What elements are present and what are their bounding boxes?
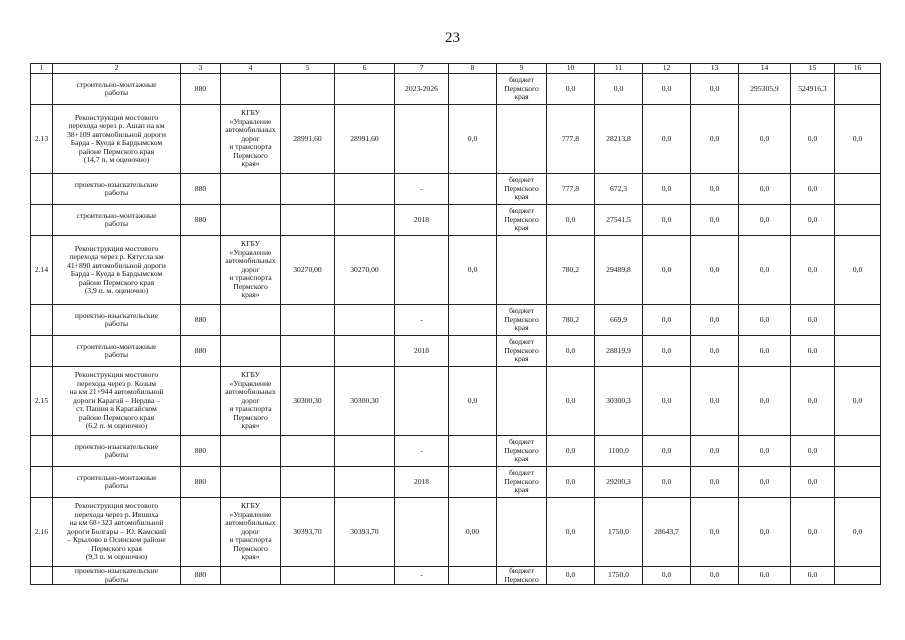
table-cell	[497, 498, 547, 567]
table-cell: 30270,00	[335, 236, 395, 305]
table-cell	[31, 174, 53, 205]
table-cell: КГБУ «Управление автомобильных дорог и транспорта Пермского края»	[221, 498, 281, 567]
table-cell: -	[395, 305, 449, 336]
table-cell	[449, 305, 497, 336]
table-cell: 0,0	[835, 105, 881, 174]
table-cell	[31, 74, 53, 105]
table-cell: 28213,8	[595, 105, 643, 174]
table-cell: 0,0	[547, 498, 595, 567]
table-cell: 2018	[395, 336, 449, 367]
col-header: 9	[497, 64, 547, 74]
table-cell: 672,3	[595, 174, 643, 205]
table-cell: 2.14	[31, 236, 53, 305]
table-cell	[181, 236, 221, 305]
table-cell: 0,0	[643, 436, 691, 467]
table-cell	[221, 174, 281, 205]
table-cell	[281, 336, 335, 367]
table-cell: 0,0	[643, 236, 691, 305]
table-cell	[835, 467, 881, 498]
table-cell: -	[395, 567, 449, 585]
table-row-subitem	[31, 74, 881, 105]
table-cell: 27541,5	[595, 205, 643, 236]
table-cell: 0,0	[791, 498, 835, 567]
table-cell: бюджет Пермского края	[497, 467, 547, 498]
table-cell	[31, 305, 53, 336]
table-cell: 0,0	[691, 436, 739, 467]
col-header: 16	[835, 64, 881, 74]
table-cell: 0,0	[691, 74, 739, 105]
table-cell: КГБУ «Управление автомобильных дорог и транспорта Пермского края»	[221, 105, 281, 174]
table-cell: 28819,9	[595, 336, 643, 367]
col-header: 5	[281, 64, 335, 74]
table-cell	[395, 236, 449, 305]
table-cell: 0,0	[643, 174, 691, 205]
table-cell: 524916,3	[791, 74, 835, 105]
table-cell: 0,0	[739, 467, 791, 498]
table-cell: 0,0	[835, 367, 881, 436]
table-cell	[335, 467, 395, 498]
table-cell	[395, 105, 449, 174]
table-cell: 0,0	[691, 205, 739, 236]
table-cell	[221, 74, 281, 105]
table-cell: 0,0	[791, 105, 835, 174]
table-row-object	[31, 498, 881, 567]
table-cell: 0,0	[739, 174, 791, 205]
col-header: 14	[739, 64, 791, 74]
table-row-subitem	[31, 205, 881, 236]
table-cell: строительно-монтажные работы	[53, 74, 181, 105]
table-cell: 880	[181, 174, 221, 205]
table-row-subitem	[31, 174, 881, 205]
table-cell: 0,0	[739, 305, 791, 336]
table-cell: -	[395, 436, 449, 467]
table-cell: 29489,8	[595, 236, 643, 305]
table-cell	[335, 436, 395, 467]
table-cell: бюджет Пермского края	[497, 205, 547, 236]
col-header: 3	[181, 64, 221, 74]
table-cell	[335, 336, 395, 367]
table-cell: 0,0	[691, 105, 739, 174]
col-header: 15	[791, 64, 835, 74]
table-cell	[31, 467, 53, 498]
table-row-subitem	[31, 305, 881, 336]
table-cell: 2.15	[31, 367, 53, 436]
table-cell: 28991,60	[281, 105, 335, 174]
table-cell: 0,0	[739, 205, 791, 236]
table-cell	[449, 467, 497, 498]
table-cell: 0,0	[449, 367, 497, 436]
table-cell: 0,0	[835, 236, 881, 305]
table-cell: 0,0	[791, 305, 835, 336]
table-cell: 0,0	[547, 467, 595, 498]
col-header: 10	[547, 64, 595, 74]
table-cell: бюджет Пермского края	[497, 436, 547, 467]
table-cell	[335, 567, 395, 585]
table-cell	[281, 305, 335, 336]
table-cell: 880	[181, 205, 221, 236]
table-cell	[395, 367, 449, 436]
table-cell: 0,0	[791, 467, 835, 498]
table-cell: 0,0	[691, 498, 739, 567]
table-cell: 0,0	[691, 236, 739, 305]
table-cell: 1100,0	[595, 436, 643, 467]
table-cell: 0,0	[791, 367, 835, 436]
table-cell	[281, 174, 335, 205]
table-cell: 1750,0	[595, 498, 643, 567]
table-cell: Реконструкция мостового перехода через р. Кятусла км 41+890 автомобильной дороги Барда - Куеда в Бардымском районе Пермского края (3,9 п. м. оценочно)	[53, 236, 181, 305]
table-cell: 2.13	[31, 105, 53, 174]
table-row-subitem	[31, 467, 881, 498]
table-cell: строительно-монтажные работы	[53, 467, 181, 498]
table-cell: бюджет Пермского	[497, 567, 547, 585]
table-cell	[835, 336, 881, 367]
table-cell: КГБУ «Управление автомобильных дорог и транспорта Пермского края»	[221, 236, 281, 305]
table-cell: 0,0	[691, 174, 739, 205]
col-header: 12	[643, 64, 691, 74]
table-cell: 780,2	[547, 236, 595, 305]
table-cell	[335, 74, 395, 105]
table-cell: 0,0	[643, 205, 691, 236]
table-cell	[449, 336, 497, 367]
table-row-subitem	[31, 436, 881, 467]
table-cell: проектно-изыскательские работы	[53, 305, 181, 336]
table-cell: 0,0	[547, 336, 595, 367]
table-cell	[281, 567, 335, 585]
table-row-object	[31, 105, 881, 174]
table-cell: 1750,0	[595, 567, 643, 585]
table-cell: 0,0	[791, 436, 835, 467]
table-cell: 0,0	[791, 174, 835, 205]
table-cell	[31, 436, 53, 467]
table-cell: проектно-изыскательские работы	[53, 436, 181, 467]
table-cell: 0,0	[739, 236, 791, 305]
table-cell: 30300,3	[595, 367, 643, 436]
table-cell: 0,0	[595, 74, 643, 105]
table-cell	[835, 305, 881, 336]
table-cell: 0,0	[791, 336, 835, 367]
table-cell	[835, 436, 881, 467]
table-cell: 780,2	[547, 305, 595, 336]
col-header: 8	[449, 64, 497, 74]
table-cell: 30300,30	[335, 367, 395, 436]
table-cell: 0,0	[739, 498, 791, 567]
table-cell: 0,0	[643, 567, 691, 585]
col-header: 11	[595, 64, 643, 74]
table-cell: 0,0	[691, 467, 739, 498]
col-header: 2	[53, 64, 181, 74]
table-cell	[31, 567, 53, 585]
table-cell: бюджет Пермского края	[497, 174, 547, 205]
table-cell: 0,0	[547, 567, 595, 585]
table-cell	[181, 498, 221, 567]
table-cell: 0,0	[691, 367, 739, 436]
table-cell	[221, 205, 281, 236]
table-cell: 880	[181, 305, 221, 336]
table-cell: 777,8	[547, 174, 595, 205]
col-header: 7	[395, 64, 449, 74]
table-cell	[449, 74, 497, 105]
table-cell	[395, 498, 449, 567]
table-cell: 0,0	[791, 567, 835, 585]
table-cell: 0,0	[835, 498, 881, 567]
table-cell: КГБУ «Управление автомобильных дорог и транспорта Пермского края»	[221, 367, 281, 436]
table-cell: 0,0	[547, 436, 595, 467]
table-cell: 880	[181, 436, 221, 467]
table-cell	[835, 74, 881, 105]
col-header: 4	[221, 64, 281, 74]
table-body	[31, 64, 881, 585]
table-cell: 2023-2026	[395, 74, 449, 105]
table-cell: 30300,30	[281, 367, 335, 436]
table-cell: 0,0	[643, 105, 691, 174]
table-cell	[31, 205, 53, 236]
table-cell: бюджет Пермского края	[497, 305, 547, 336]
table-row-object	[31, 236, 881, 305]
table-cell: 0,0	[691, 567, 739, 585]
table-cell: 880	[181, 336, 221, 367]
table-cell: бюджет Пермского края	[497, 336, 547, 367]
table-cell	[835, 174, 881, 205]
table-cell	[181, 367, 221, 436]
table-cell	[335, 205, 395, 236]
table-cell	[497, 236, 547, 305]
table-cell	[449, 436, 497, 467]
table-cell: 0,00	[449, 498, 497, 567]
table-cell: 0,0	[547, 205, 595, 236]
table-cell: 29200,3	[595, 467, 643, 498]
table-cell	[221, 336, 281, 367]
table-cell: проектно-изыскательские работы	[53, 567, 181, 585]
table-cell: строительно-монтажные работы	[53, 205, 181, 236]
table-cell	[281, 467, 335, 498]
table-cell: 880	[181, 567, 221, 585]
table-cell: 0,0	[791, 205, 835, 236]
table-cell: 30393,70	[281, 498, 335, 567]
table-cell: 0,0	[449, 236, 497, 305]
table-cell: 880	[181, 74, 221, 105]
table-cell: 669,9	[595, 305, 643, 336]
table-cell: 0,0	[449, 105, 497, 174]
table-cell: 0,0	[547, 74, 595, 105]
col-header: 6	[335, 64, 395, 74]
table-cell	[449, 174, 497, 205]
table-cell	[281, 205, 335, 236]
table-cell: 0,0	[643, 467, 691, 498]
table-row-subitem	[31, 567, 881, 585]
table-cell: бюджет Пермского края	[497, 74, 547, 105]
table-cell	[221, 467, 281, 498]
table-cell: 0,0	[791, 236, 835, 305]
table-cell: 0,0	[643, 367, 691, 436]
table-cell: 0,0	[691, 336, 739, 367]
page-number: 23	[445, 30, 460, 46]
table-cell: 0,0	[643, 336, 691, 367]
table-cell: 0,0	[547, 367, 595, 436]
col-header: 13	[691, 64, 739, 74]
table-cell: строительно-монтажные работы	[53, 336, 181, 367]
table-cell: 0,0	[739, 436, 791, 467]
table-cell: 0,0	[739, 336, 791, 367]
table-cell: 0,0	[739, 567, 791, 585]
program-table	[30, 63, 881, 585]
table-cell	[497, 105, 547, 174]
table-cell: Реконструкция мостового перехода через р. Ашап на км 38+109 автомобильной дороги Барда - Куеда в Бардымском районе Пермского края (14,7 п. м оценочно)	[53, 105, 181, 174]
table-cell: 30270,00	[281, 236, 335, 305]
table-cell: 30393,70	[335, 498, 395, 567]
table-cell	[221, 436, 281, 467]
table-cell	[335, 305, 395, 336]
table-cell	[449, 567, 497, 585]
table-cell: 777,8	[547, 105, 595, 174]
table-cell	[835, 567, 881, 585]
table-cell: 28991,60	[335, 105, 395, 174]
table-cell	[497, 367, 547, 436]
column-number-row	[31, 64, 881, 74]
table-cell: Реконструкция мостового перехода через р. Ившиха на км 68+323 автомобильной дороги Болгары – Ю. Камский – Крылово в Осинском районе Пермского края (9,3 п. м оценочно)	[53, 498, 181, 567]
table-cell: 880	[181, 467, 221, 498]
table-row-subitem	[31, 336, 881, 367]
table-cell: 2018	[395, 205, 449, 236]
table-cell	[281, 74, 335, 105]
table-cell	[31, 336, 53, 367]
table-cell	[835, 205, 881, 236]
table-cell: 28643,7	[643, 498, 691, 567]
col-header: 1	[31, 64, 53, 74]
table-cell	[335, 174, 395, 205]
table-cell: -	[395, 174, 449, 205]
table-cell: 295305,9	[739, 74, 791, 105]
table-cell	[221, 567, 281, 585]
table-cell: 0,0	[643, 74, 691, 105]
table-cell: 0,0	[691, 305, 739, 336]
table-cell: 0,0	[739, 105, 791, 174]
table-cell	[221, 305, 281, 336]
table-row-object	[31, 367, 881, 436]
table-cell	[181, 105, 221, 174]
table-cell: 2018	[395, 467, 449, 498]
table-cell: проектно-изыскательские работы	[53, 174, 181, 205]
table-cell: 0,0	[739, 367, 791, 436]
table-cell: 2.16	[31, 498, 53, 567]
table-cell	[281, 436, 335, 467]
table-cell: 0,0	[643, 305, 691, 336]
table-cell	[449, 205, 497, 236]
table-cell: Реконструкция мостового перехода через р. Козым на км 21+944 автомобильной дороги Карагай – Нердва – ст. Пашия в Карагайском районе Пермского края (6,2 п. м оценочно)	[53, 367, 181, 436]
